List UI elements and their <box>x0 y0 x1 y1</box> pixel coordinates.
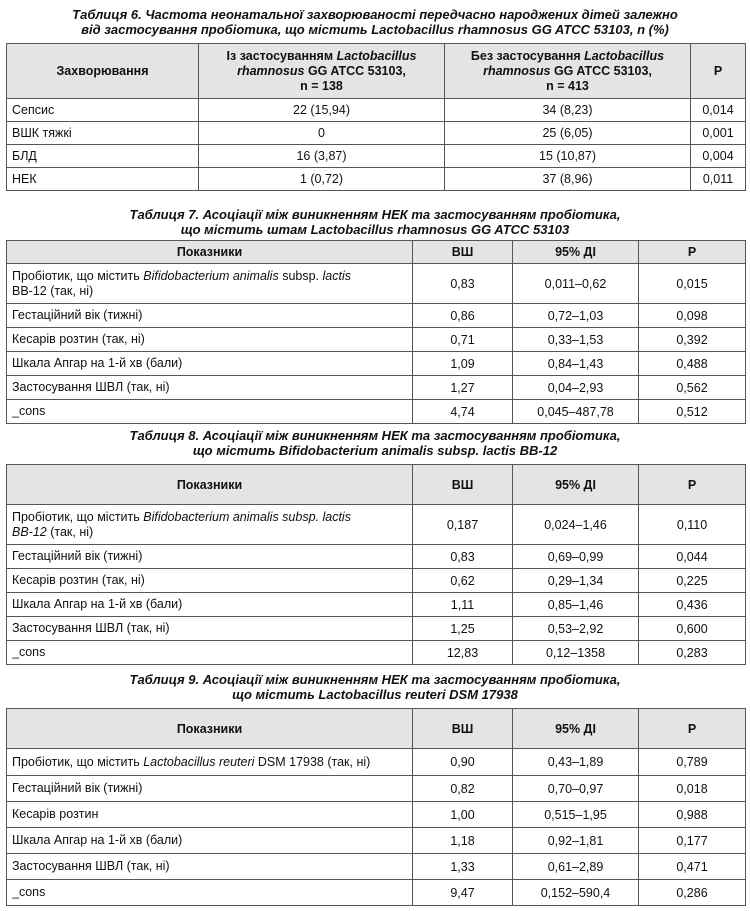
ci-cell: 0,024–1,46 <box>513 505 639 545</box>
p-cell: 0,015 <box>639 264 746 304</box>
ci-cell: 0,84–1,43 <box>513 352 639 376</box>
p-cell: 0,044 <box>639 545 746 569</box>
p-cell: 0,177 <box>639 828 746 854</box>
p-cell: 0,283 <box>639 641 746 665</box>
with-cell: 22 (15,94) <box>199 99 445 122</box>
indicator-cell: _cons <box>7 641 413 665</box>
or-cell: 1,18 <box>413 828 513 854</box>
table9 <box>6 708 746 906</box>
disease-cell: БЛД <box>7 145 199 168</box>
p-cell: 0,225 <box>639 569 746 593</box>
or-cell: 4,74 <box>413 400 513 424</box>
table-row <box>7 828 746 854</box>
col-header-ci: 95% ДІ <box>513 709 639 749</box>
or-cell: 0,62 <box>413 569 513 593</box>
or-cell: 0,187 <box>413 505 513 545</box>
indicator-cell: Шкала Апгар на 1-й хв (бали) <box>7 352 413 376</box>
table8-caption: Таблиця 8. Асоціації між виникненням НЕК та застосуванням пробіотика, що містить Bifidobacterium animalis subsp. lactis BB-12 <box>129 428 621 458</box>
indicator-cell: _cons <box>7 880 413 906</box>
table-row <box>7 99 746 122</box>
indicator-cell: Пробіотик, що містить Bifidobacterium animalis subsp. lactis BB-12 (так, ні) <box>7 264 413 304</box>
col-header-ci: 95% ДІ <box>513 465 639 505</box>
indicator-cell: Застосування ШВЛ (так, ні) <box>7 854 413 880</box>
indicator-cell: Застосування ШВЛ (так, ні) <box>7 617 413 641</box>
table-row <box>7 168 746 191</box>
ci-cell: 0,04–2,93 <box>513 376 639 400</box>
p-cell: 0,600 <box>639 617 746 641</box>
ci-cell: 0,12–1358 <box>513 641 639 665</box>
p-cell: 0,001 <box>691 122 746 145</box>
col-header-disease: Захворювання <box>7 44 199 99</box>
p-cell: 0,436 <box>639 593 746 617</box>
disease-cell: НЕК <box>7 168 199 191</box>
table-row <box>7 641 746 665</box>
col-header-or: ВШ <box>413 465 513 505</box>
table-row <box>7 400 746 424</box>
ci-cell: 0,43–1,89 <box>513 749 639 776</box>
p-cell: 0,018 <box>639 776 746 802</box>
table-row <box>7 376 746 400</box>
ci-cell: 0,33–1,53 <box>513 328 639 352</box>
or-cell: 0,83 <box>413 545 513 569</box>
or-cell: 12,83 <box>413 641 513 665</box>
table-row <box>7 593 746 617</box>
table-row <box>7 352 746 376</box>
col-header-p: Р <box>639 709 746 749</box>
col-header-or: ВШ <box>413 241 513 264</box>
or-cell: 1,11 <box>413 593 513 617</box>
p-cell: 0,562 <box>639 376 746 400</box>
without-cell: 25 (6,05) <box>445 122 691 145</box>
table-row <box>7 304 746 328</box>
col-header-indicator: Показники <box>7 241 413 264</box>
col-header-indicator: Показники <box>7 709 413 749</box>
table-row <box>7 505 746 545</box>
or-cell: 0,71 <box>413 328 513 352</box>
table-row <box>7 328 746 352</box>
table-row <box>7 145 746 168</box>
p-cell: 0,471 <box>639 854 746 880</box>
table-header-row <box>7 44 746 99</box>
ci-cell: 0,011–0,62 <box>513 264 639 304</box>
without-cell: 34 (8,23) <box>445 99 691 122</box>
with-cell: 1 (0,72) <box>199 168 445 191</box>
ci-cell: 0,61–2,89 <box>513 854 639 880</box>
ci-cell: 0,152–590,4 <box>513 880 639 906</box>
indicator-cell: Гестаційний вік (тижні) <box>7 776 413 802</box>
indicator-cell: Кесарів розтин <box>7 802 413 828</box>
col-header-indicator: Показники <box>7 465 413 505</box>
indicator-cell: Шкала Апгар на 1-й хв (бали) <box>7 593 413 617</box>
table-header-row <box>7 465 746 505</box>
table-row <box>7 776 746 802</box>
col-header-p: Р <box>691 44 746 99</box>
indicator-cell: Пробіотик, що містить Bifidobacterium animalis subsp. lactis BB-12 (так, ні) <box>7 505 413 545</box>
or-cell: 9,47 <box>413 880 513 906</box>
p-cell: 0,512 <box>639 400 746 424</box>
col-header-without-probiotic: Без застосування Lactobacillus rhamnosus GG ATCC 53103, n = 413 <box>445 44 691 99</box>
p-cell: 0,098 <box>639 304 746 328</box>
or-cell: 1,27 <box>413 376 513 400</box>
ci-cell: 0,70–0,97 <box>513 776 639 802</box>
p-cell: 0,789 <box>639 749 746 776</box>
ci-cell: 0,045–487,78 <box>513 400 639 424</box>
col-header-with-probiotic: Із застосуванням Lactobacillus rhamnosus GG ATCC 53103, n = 138 <box>199 44 445 99</box>
or-cell: 1,00 <box>413 802 513 828</box>
table-row <box>7 545 746 569</box>
ci-cell: 0,53–2,92 <box>513 617 639 641</box>
with-cell: 0 <box>199 122 445 145</box>
indicator-cell: _cons <box>7 400 413 424</box>
p-cell: 0,488 <box>639 352 746 376</box>
col-header-p: Р <box>639 241 746 264</box>
table-header-row <box>7 241 746 264</box>
ci-cell: 0,72–1,03 <box>513 304 639 328</box>
table6 <box>6 43 746 191</box>
table-header-row <box>7 709 746 749</box>
table-row <box>7 617 746 641</box>
p-cell: 0,286 <box>639 880 746 906</box>
p-cell: 0,392 <box>639 328 746 352</box>
without-cell: 15 (10,87) <box>445 145 691 168</box>
p-cell: 0,988 <box>639 802 746 828</box>
p-cell: 0,014 <box>691 99 746 122</box>
or-cell: 1,09 <box>413 352 513 376</box>
table-row <box>7 569 746 593</box>
table9-caption: Таблиця 9. Асоціації між виникненням НЕК та застосуванням пробіотика, що містить Lactobacillus reuteri DSM 17938 <box>129 672 621 702</box>
or-cell: 1,25 <box>413 617 513 641</box>
table-row <box>7 802 746 828</box>
or-cell: 0,82 <box>413 776 513 802</box>
indicator-cell: Гестаційний вік (тижні) <box>7 545 413 569</box>
ci-cell: 0,92–1,81 <box>513 828 639 854</box>
ci-cell: 0,29–1,34 <box>513 569 639 593</box>
disease-cell: ВШК тяжкі <box>7 122 199 145</box>
table-row <box>7 264 746 304</box>
indicator-cell: Кесарів розтин (так, ні) <box>7 328 413 352</box>
table8 <box>6 464 746 665</box>
col-header-or: ВШ <box>413 709 513 749</box>
table-row <box>7 122 746 145</box>
col-header-p: Р <box>639 465 746 505</box>
ci-cell: 0,69–0,99 <box>513 545 639 569</box>
ci-cell: 0,85–1,46 <box>513 593 639 617</box>
ci-cell: 0,515–1,95 <box>513 802 639 828</box>
table7 <box>6 240 746 424</box>
p-cell: 0,004 <box>691 145 746 168</box>
or-cell: 0,83 <box>413 264 513 304</box>
col-header-ci: 95% ДІ <box>513 241 639 264</box>
indicator-cell: Застосування ШВЛ (так, ні) <box>7 376 413 400</box>
indicator-cell: Кесарів розтин (так, ні) <box>7 569 413 593</box>
or-cell: 0,90 <box>413 749 513 776</box>
without-cell: 37 (8,96) <box>445 168 691 191</box>
table-row <box>7 880 746 906</box>
or-cell: 1,33 <box>413 854 513 880</box>
or-cell: 0,86 <box>413 304 513 328</box>
indicator-cell: Гестаційний вік (тижні) <box>7 304 413 328</box>
p-cell: 0,110 <box>639 505 746 545</box>
disease-cell: Сепсис <box>7 99 199 122</box>
table-row <box>7 854 746 880</box>
table7-caption: Таблиця 7. Асоціації між виникненням НЕК та застосуванням пробіотика, що містить штам Lactobacillus rhamnosus GG ATCC 53103 <box>129 207 621 237</box>
p-cell: 0,011 <box>691 168 746 191</box>
indicator-cell: Шкала Апгар на 1-й хв (бали) <box>7 828 413 854</box>
table-row <box>7 749 746 776</box>
table6-caption: Таблиця 6. Частота неонатальної захворюваності передчасно народжених дітей залежно від застосування пробіотика, що містить Lactobacillus rhamnosus GG ATCC 53103, n (%) <box>72 7 678 37</box>
indicator-cell: Пробіотик, що містить Lactobacillus reuteri DSM 17938 (так, ні) <box>7 749 413 776</box>
with-cell: 16 (3,87) <box>199 145 445 168</box>
